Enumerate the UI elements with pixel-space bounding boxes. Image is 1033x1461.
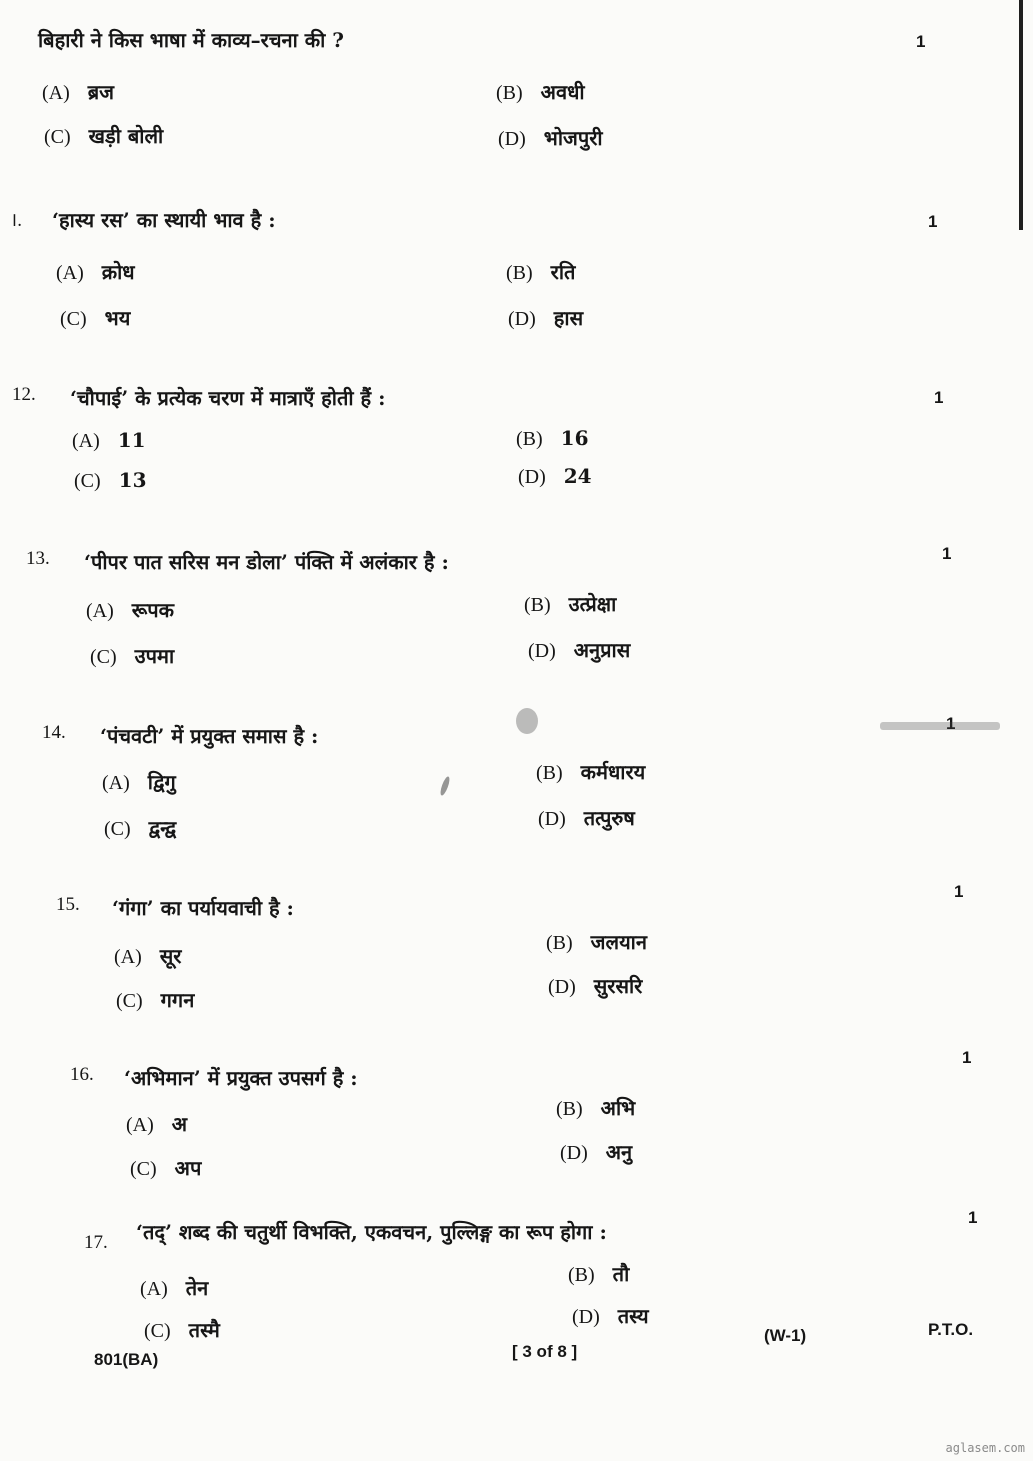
option-a [56, 258, 135, 285]
option-b [506, 258, 575, 285]
option-a [42, 78, 114, 105]
option-b [556, 1094, 635, 1121]
option-c [104, 814, 176, 841]
option-text: तत्पुरुष [583, 806, 635, 830]
option-d [548, 972, 642, 999]
option-label: (C) [116, 990, 143, 1012]
option-c [130, 1154, 201, 1181]
question-16 [70, 1048, 1020, 1180]
option-text: सुरसरि [593, 974, 643, 998]
question-number: 15. [56, 894, 80, 915]
option-label: (A) [114, 946, 142, 968]
option-label: (D) [548, 976, 576, 998]
question-text: बिहारी ने किस भाषा में काव्य–रचना की ? [38, 28, 344, 52]
option-label: (D) [538, 808, 566, 830]
question-text: ‘चौपाई’ के प्रत्येक चरण में मात्राएँ होती हैं : [70, 386, 386, 410]
option-text: उपमा [134, 644, 175, 668]
option-text: क्रोध [101, 260, 135, 284]
question-number: 14. [42, 722, 66, 743]
option-text: भोजपुरी [543, 126, 603, 150]
question-text: ‘पीपर पात सरिस मन डोला’ पंक्ति में अलंकार है : [84, 550, 449, 574]
question-11 [10, 206, 1000, 330]
option-c [74, 468, 147, 493]
option-a [126, 1110, 187, 1137]
option-b [524, 590, 616, 617]
option-d [498, 124, 603, 151]
option-label: (A) [126, 1114, 154, 1136]
option-label: (B) [516, 428, 543, 450]
question-marks: 1 [946, 714, 956, 733]
option-label: (B) [524, 594, 551, 616]
option-label: (A) [56, 262, 84, 284]
option-d [538, 804, 635, 831]
option-c [116, 986, 194, 1013]
option-text: अनु [605, 1140, 633, 1164]
paper-code: 801(BA) [94, 1350, 159, 1369]
option-label: (C) [90, 646, 117, 668]
question-marks: 1 [968, 1208, 978, 1227]
option-label: (B) [536, 762, 563, 784]
option-c [144, 1316, 220, 1343]
option-label: (D) [498, 128, 526, 150]
option-a [114, 942, 181, 969]
question-number: 17. [84, 1232, 108, 1253]
question-marks: 1 [934, 388, 944, 407]
question-10 [38, 26, 998, 150]
option-d [572, 1302, 649, 1329]
pto-note: P.T.O. [928, 1320, 974, 1339]
option-label: (B) [506, 262, 533, 284]
option-text: अप [174, 1156, 202, 1180]
question-marks: 1 [916, 32, 926, 51]
option-label: (D) [528, 640, 556, 662]
option-c [90, 642, 174, 669]
question-number: ।. [10, 210, 22, 231]
option-label: (C) [44, 126, 71, 148]
option-label: (C) [144, 1320, 171, 1342]
option-text: 24 [563, 464, 592, 488]
option-text: अवधी [540, 80, 585, 104]
watermark: aglasem.com [945, 1441, 1025, 1455]
option-c [44, 122, 163, 149]
question-text: ‘अभिमान’ में प्रयुक्त उपसर्ग है : [124, 1066, 358, 1090]
option-label: (B) [568, 1264, 595, 1286]
question-12 [12, 384, 1002, 492]
option-text: भय [104, 306, 131, 330]
option-text: द्विगु [147, 770, 176, 794]
option-text: अ [171, 1112, 188, 1136]
option-a [72, 428, 146, 453]
option-label: (A) [42, 82, 70, 104]
scan-speck [516, 708, 538, 734]
option-label: (D) [508, 308, 536, 330]
option-text: तेन [185, 1276, 209, 1300]
option-text: खड़ी बोली [88, 124, 164, 148]
option-text: 16 [560, 426, 589, 450]
question-13 [26, 544, 1006, 668]
option-b [536, 758, 645, 785]
question-15 [56, 882, 1016, 1012]
scan-speck [880, 722, 1000, 730]
option-text: उत्प्रेक्षा [568, 592, 617, 616]
option-text: जलयान [590, 930, 647, 954]
option-text: द्वन्द्व [148, 816, 177, 840]
option-a [140, 1274, 208, 1301]
question-text: ‘हास्य रस’ का स्थायी भाव है : [52, 208, 276, 232]
option-label: (D) [518, 466, 546, 488]
option-d [508, 304, 583, 331]
option-label: (C) [130, 1158, 157, 1180]
question-marks: 1 [942, 544, 952, 563]
option-text: तस्मै [188, 1318, 220, 1342]
option-label: (C) [60, 308, 87, 330]
option-b [546, 928, 647, 955]
option-b [496, 78, 585, 105]
scan-speck [439, 776, 451, 797]
question-number: 12. [12, 384, 36, 405]
option-label: (B) [556, 1098, 583, 1120]
option-text: कर्मधारय [580, 760, 646, 784]
option-label: (D) [560, 1142, 588, 1164]
option-d [528, 636, 630, 663]
question-marks: 1 [928, 212, 938, 231]
option-c [60, 304, 130, 331]
option-text: हास [553, 306, 584, 330]
option-text: 13 [118, 468, 147, 492]
question-number: 13. [26, 548, 50, 569]
option-label: (B) [496, 82, 523, 104]
option-label: (A) [140, 1278, 168, 1300]
option-label: (A) [102, 772, 130, 794]
option-text: सूर [159, 944, 182, 968]
option-text: रति [550, 260, 576, 284]
question-text: ‘पंचवटी’ में प्रयुक्त समास है : [100, 724, 319, 748]
option-text: रूपक [131, 598, 175, 622]
option-label: (C) [74, 470, 101, 492]
option-d [518, 464, 592, 489]
question-marks: 1 [954, 882, 964, 901]
question-text: ‘तद्’ शब्द की चतुर्थी विभक्ति, एकवचन, पुल्लिङ्ग का रूप होगा : [136, 1220, 607, 1244]
option-text: तस्य [617, 1304, 649, 1328]
option-text: ब्रज [87, 80, 115, 104]
question-number: 16. [70, 1064, 94, 1085]
option-text: गगन [160, 988, 195, 1012]
page-indicator: [ 3 of 8 ] [512, 1342, 578, 1361]
option-label: (D) [572, 1306, 600, 1328]
option-label: (A) [86, 600, 114, 622]
option-label: (A) [72, 430, 100, 452]
option-a [102, 768, 176, 795]
option-text: अनुप्रास [573, 638, 631, 662]
series-code: (W-1) [764, 1326, 807, 1345]
option-text: अभि [600, 1096, 636, 1120]
option-label: (B) [546, 932, 573, 954]
option-b [516, 426, 589, 451]
page-edge-shadow [1019, 0, 1023, 230]
option-b [568, 1260, 629, 1287]
option-text: 11 [117, 428, 146, 452]
question-text: ‘गंगा’ का पर्यायवाची है : [112, 896, 294, 920]
option-a [86, 596, 174, 623]
question-marks: 1 [962, 1048, 972, 1067]
option-text: तौ [612, 1262, 630, 1286]
option-label: (C) [104, 818, 131, 840]
option-d [560, 1138, 632, 1165]
